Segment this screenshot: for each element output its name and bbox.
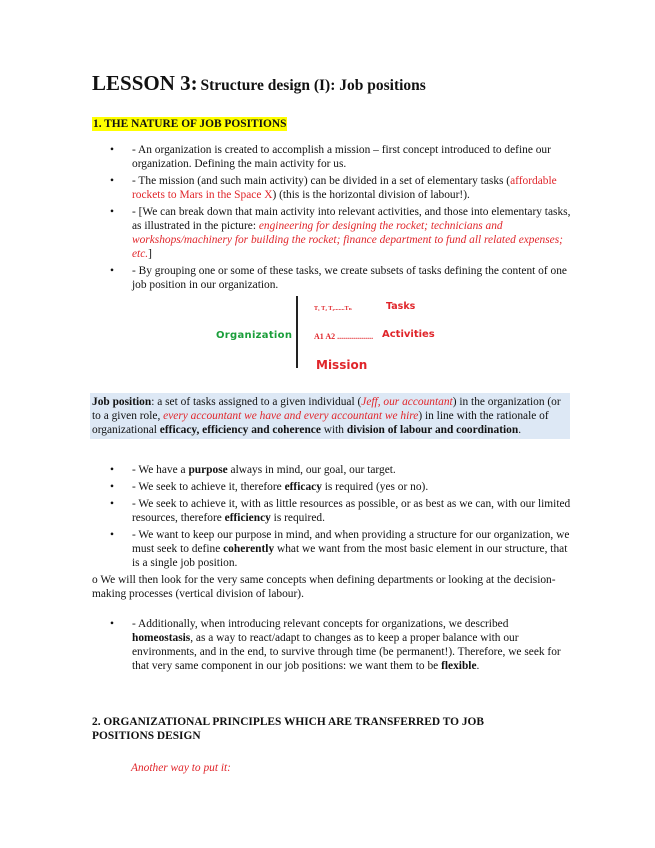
bullet-list-principles <box>92 463 572 573</box>
bullet-icon: • <box>110 265 114 277</box>
list-item: • - [We can break down that main activity into relevant activities, and those into elementary tasks, as illustrated in the picture: engineering for designing the rocket; technicians and workshops/machinery for building the rocket; finance department to fund all related expenses; etc.] <box>110 206 571 260</box>
list-item: • - An organization is created to accomplish a mission – first concept introduced to define our organization. Defining the main activity for us. <box>110 144 551 170</box>
diagram-mission-label: Mission <box>316 358 368 372</box>
diagram-activities-label: Activities <box>382 329 435 340</box>
example-text: affordable rockets to Mars in the Space X <box>132 175 557 201</box>
section-2-heading: 2. ORGANIZATIONAL PRINCIPLES WHICH ARE TRANSFERRED TO JOB POSITIONS DESIGN <box>92 716 485 742</box>
section-1-heading: 1. THE NATURE OF JOB POSITIONS <box>93 118 287 130</box>
bullet-icon: • <box>110 144 114 156</box>
diagram-tasks-label: Tasks <box>386 301 416 312</box>
list-item: • - We have a purpose always in mind, our goal, our target. <box>110 464 396 476</box>
title-subtitle: Structure design (I): Job positions <box>200 77 426 94</box>
bullet-list-nature <box>92 143 572 295</box>
diagram-activity-row: A1 A2 .................. <box>314 332 374 341</box>
bullet-icon: • <box>110 206 114 218</box>
o-paragraph: o We will then look for the very same concepts when defining departments or looking at the decision-making processes (vertical division of labour). <box>92 574 556 600</box>
bullet-icon: • <box>110 481 114 493</box>
example-text: engineering for designing the rocket; technicians and workshops/machinery for building the rocket; finance department to fund all related expenses; etc. <box>132 220 563 260</box>
list-item: • - We seek to achieve it, therefore efficacy is required (yes or no). <box>110 481 429 493</box>
another-way-note: Another way to put it: <box>131 762 231 774</box>
job-position-definition: Job position: a set of tasks assigned to a given individual (Jeff, our accountant) in the organization (or to a given role, every accountant we have and every accountant we hire) in line with the rationale of organizational efficacy, efficiency and coherence with division of labour and coordination. <box>90 393 570 439</box>
list-item: • - We seek to achieve it, with as little resources as possible, or as best as we can, with our limited resources, therefore efficiency is required. <box>110 498 571 524</box>
diagram-organization-label: Organization <box>216 330 293 341</box>
bullet-list-homeostasis <box>92 617 572 676</box>
list-item: • - The mission (and such main activity) can be divided in a set of elementary tasks (affordable rockets to Mars in the Space X) (this is the horizontal division of labour!). <box>110 175 557 201</box>
list-item: • - By grouping one or some of these tasks, we create subsets of tasks defining the content of one job position in our organization. <box>110 265 567 291</box>
page-title <box>92 71 426 95</box>
diagram-divider <box>296 296 298 368</box>
bullet-icon: • <box>110 464 114 476</box>
organization-diagram <box>212 296 452 376</box>
bullet-icon: • <box>110 529 114 541</box>
bullet-icon: • <box>110 175 114 187</box>
bullet-icon: • <box>110 618 114 630</box>
title-lesson: LESSON 3: <box>92 71 198 95</box>
bullet-icon: • <box>110 498 114 510</box>
diagram-task-row: T₁ T₂ T₃.......Tₙ <box>314 306 352 312</box>
list-item: • - Additionally, when introducing relevant concepts for organizations, we described homeostasis, as a way to react/adapt to changes as to keep a proper balance with our environments, and in the end, to survive through time (be permanent!). Therefore, we seek for that very same component in our job positions: we want them to be flexible. <box>110 618 561 672</box>
list-item: • - We want to keep our purpose in mind, and when providing a structure for our organization, we must seek to define coherently what we want from the most basic element in our structure, that is a single job position. <box>110 529 570 569</box>
